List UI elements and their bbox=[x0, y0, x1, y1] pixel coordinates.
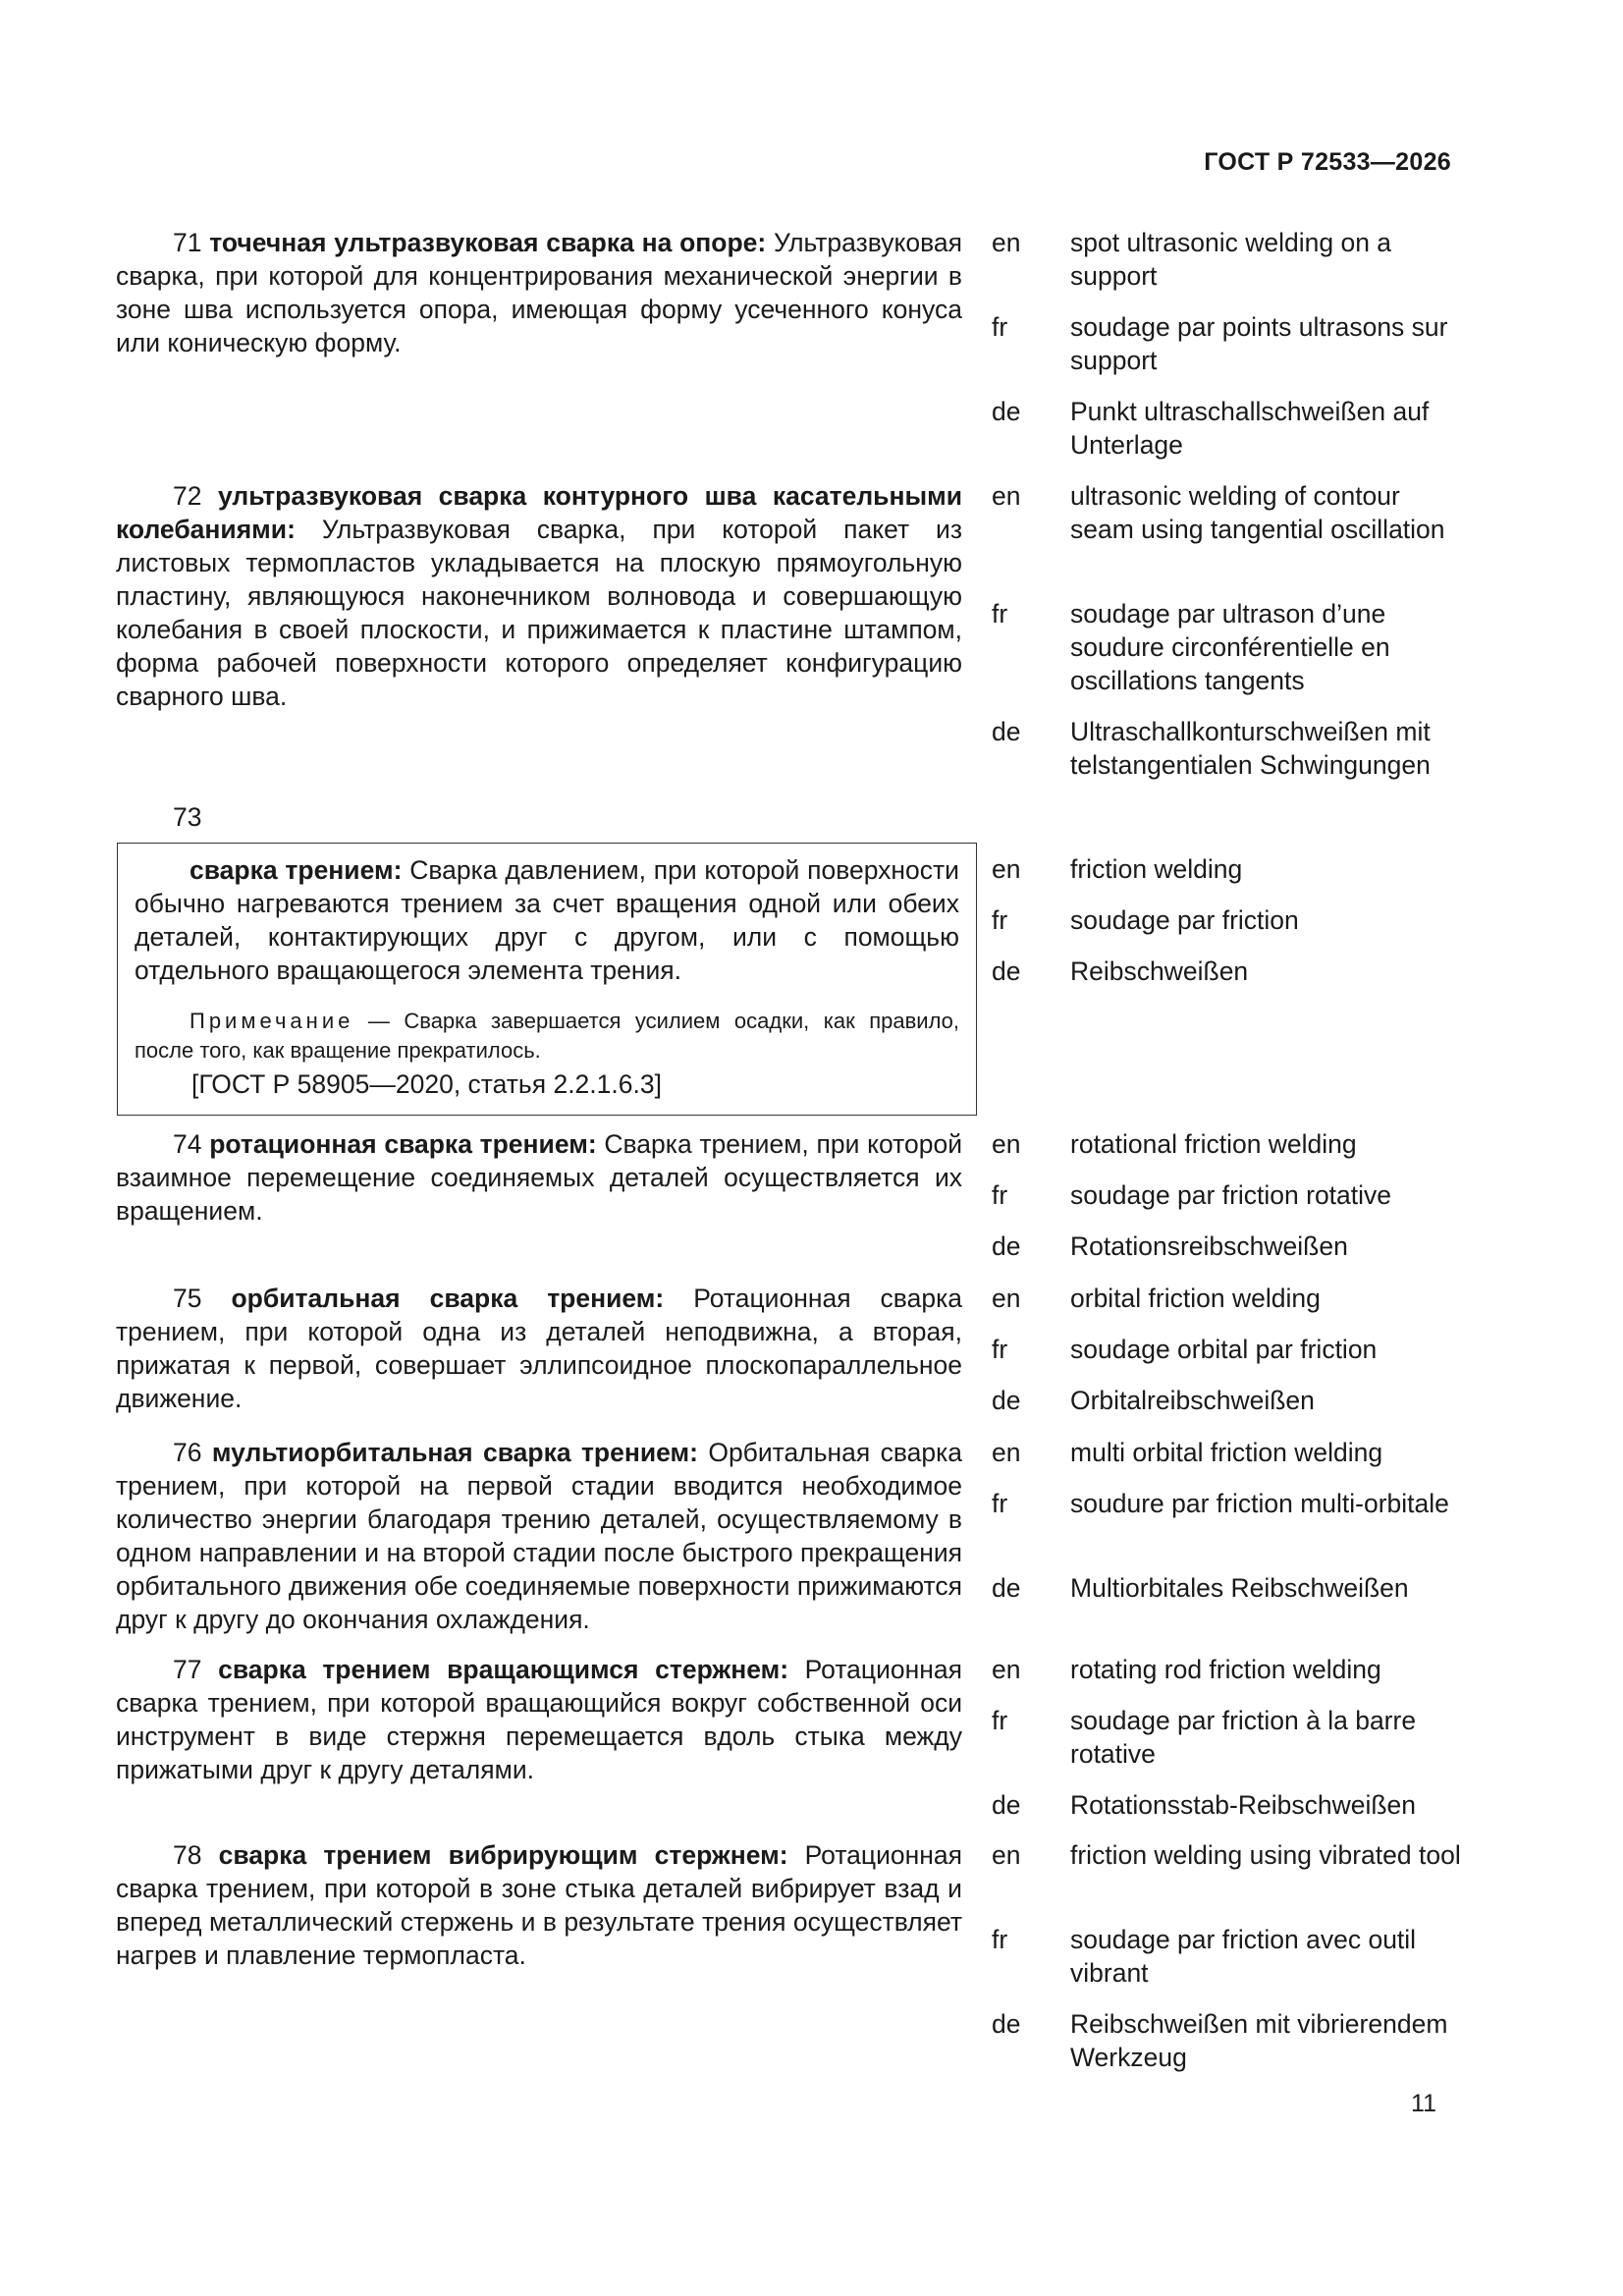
term-76-definition: Орбитальная сварка трением, при которой на первой стадии вводится необходимое количество энергии благодаря трению деталей, осуществляемому в одном направлении и на второй стадии после быстрого прекращения орбитального движения обе соединяемые поверхности прижимаются друг к другу до окончания охлаждения. bbox=[116, 1438, 962, 1634]
term-71-definition: Ультразвуковая сварка, при которой для концентрирования механической энергии в зоне шва используется опора, имеющая форму усеченного конуса или коническую форму. bbox=[116, 228, 962, 357]
term-78-equivalents: en friction welding using vibrated tool fr soudage par friction avec outil vibrant de Reibschweißen mit vibrierendem Werkzeug bbox=[992, 1840, 1461, 2072]
term-78-name: сварка трением вибрирующим стержнем: bbox=[218, 1840, 788, 1870]
term-77-equivalents: en rotating rod friction welding fr soudage par friction à la barre rotative de Rotationsstab-Reibschweißen bbox=[992, 1655, 1417, 1820]
term-76-text: 76 мультиорбитальная сварка трением: Орбитальная сварка трением, при которой на первой стадии вводится необходимое количество энергии благодаря трению деталей, осуществляемому в одном направлении и на второй стадии после быстрого прекращения орбитального движения обе соединяемые поверхности прижимаются друг к другу до окончания охлаждения. bbox=[116, 1438, 962, 1634]
term-71-equivalents: en spot ultrasonic welding on a support fr soudage par points ultrasons sur support de Punkt ultraschallschweißen auf Unterlage bbox=[992, 228, 1448, 460]
term-78 bbox=[116, 1838, 962, 1972]
term-75-equivalents: en orbital friction welding fr soudage orbital par friction de Orbitalreibschweißen bbox=[992, 1284, 1378, 1415]
term-76-equivalents: en multi orbital friction welding fr soudure par friction multi-orbitale de Multiorbitales Reibschweißen bbox=[992, 1438, 1449, 1603]
term-72-text: 72 ультразвуковая сварка контурного шва касательными колебаниями: Ультразвуковая сварка, при которой пакет из листовых термопластов укладывается на плоскую прямоугольную пластину, являющуюся наконечником волновода и совершающую колебания в своей плоскости, и прижимается к пластине штампом, форма рабочей поверхности которого определяет конфигурацию сварного шва. bbox=[116, 481, 962, 711]
term-73-box bbox=[117, 843, 977, 1116]
term-76 bbox=[116, 1436, 962, 1636]
term-75 bbox=[116, 1282, 962, 1415]
term-71 bbox=[116, 226, 962, 359]
term-76-name: мультиорбитальная сварка трением: bbox=[211, 1438, 698, 1467]
term-74-equivalents: en rotational friction welding fr soudage par friction rotative de Rotationsreibschweißen bbox=[992, 1129, 1392, 1261]
term-77-text: 77 сварка трением вращающимся стержнем: Ротационная сварка трением, при которой вращающийся вокруг собственной оси инструмент в виде стержня перемещается вдоль стыка между прижатыми друг к другу деталями. bbox=[116, 1655, 962, 1784]
term-77 bbox=[116, 1653, 962, 1786]
term-74 bbox=[116, 1127, 962, 1228]
term-73-source: [ГОСТ Р 58905—2020, статья 2.2.1.6.3] bbox=[191, 1069, 662, 1099]
term-72-equivalents: en ultrasonic welding of contour seam using tangential oscillation fr soudage par ultrason d’une soudure circonférentielle en oscillations tangents de Ultraschallkonturschweißen mit telstangentialen Schwingungen bbox=[992, 481, 1445, 780]
term-77-definition: Ротационная сварка трением, при которой вращающийся вокруг собственной оси инструмент в виде стержня перемещается вдоль стыка между прижатыми друг к другу деталями. bbox=[116, 1655, 962, 1784]
term-75-definition: Ротационная сварка трением, при которой одна из деталей неподвижна, а вторая, прижатая к первой, совершает эллипсоидное плоскопараллельное движение. bbox=[116, 1284, 962, 1413]
term-72-definition: Ультразвуковая сварка, при которой пакет из листовых термопластов укладывается на плоскую прямоугольную пластину, являющуюся наконечником волновода и совершающую колебания в своей плоскости, и прижимается к пластине штампом, форма рабочей поверхности которого определяет конфигурацию сварного шва. bbox=[116, 515, 962, 711]
term-78-text: 78 сварка трением вибрирующим стержнем: Ротационная сварка трением, при которой в зоне стыка деталей вибрирует взад и вперед металлический стержень и в результате трения осуществляет нагрев и плавление термопласта. bbox=[116, 1840, 962, 1970]
document-id: ГОСТ Р 72533—2026 bbox=[1204, 148, 1451, 176]
term-73-name: сварка трением: bbox=[189, 855, 403, 885]
term-72 bbox=[116, 479, 962, 713]
term-73-note: Примечание — Сварка завершается усилием осадки, как правило, после того, как вращение прекратилось. bbox=[135, 1009, 959, 1063]
term-72-name: ультразвуковая сварка контурного шва касательными колебаниями: bbox=[116, 481, 962, 544]
term-73-text bbox=[135, 853, 959, 987]
term-71-text: 71 точечная ультразвуковая сварка на опоре: Ультразвуковая сварка, при которой для концентрирования механической энергии в зоне шва используется опора, имеющая форму усеченного конуса или коническую форму. bbox=[116, 228, 962, 357]
term-71-name: точечная ультразвуковая сварка на опоре: bbox=[209, 228, 767, 257]
term-75-text: 75 орбитальная сварка трением: Ротационная сварка трением, при которой одна из деталей неподвижна, а вторая, прижатая к первой, совершает эллипсоидное плоскопараллельное движение. bbox=[116, 1284, 962, 1413]
term-73-equivalents: en friction welding fr soudage par friction de Reibschweißen bbox=[992, 854, 1299, 986]
term-74-text: 74 ротационная сварка трением: Сварка трением, при которой взаимное перемещение соединяемых деталей осуществляется их вращением. bbox=[116, 1129, 962, 1226]
term-75-name: орбитальная сварка трением: bbox=[231, 1284, 665, 1313]
term-77-name: сварка трением вращающимся стержнем: bbox=[218, 1655, 789, 1684]
term-78-definition: Ротационная сварка трением, при которой в зоне стыка деталей вибрирует взад и вперед металлический стержень и в результате трения осуществляет нагрев и плавление термопласта. bbox=[116, 1840, 962, 1970]
page-number: 11 bbox=[1411, 2090, 1436, 2117]
term-74-name: ротационная сварка трением: bbox=[209, 1129, 597, 1159]
term-73-number: 73 bbox=[173, 802, 202, 832]
term-74-definition: Сварка трением, при которой взаимное перемещение соединяемых деталей осуществляется их вращением. bbox=[116, 1129, 962, 1226]
term-73-definition: Сварка давлением, при которой поверхности обычно нагреваются трением за счет вращения одной или обеих деталей, контактирующих друг с другом, или с помощью отдельного вращающегося элемента трения. bbox=[135, 855, 959, 985]
